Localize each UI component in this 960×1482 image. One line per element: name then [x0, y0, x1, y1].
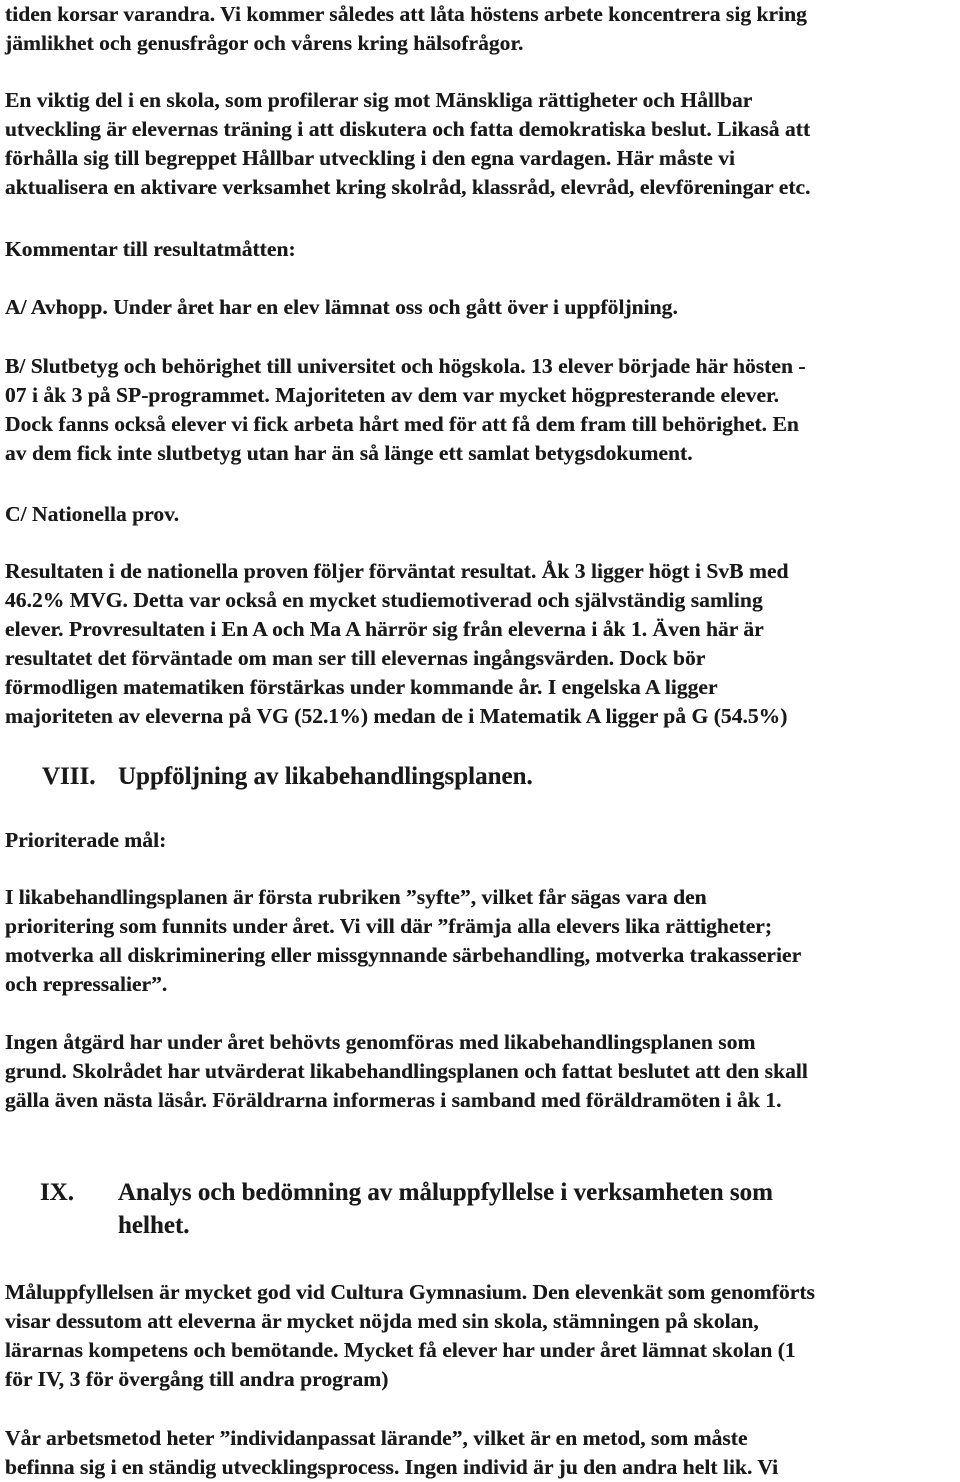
text-line: resultatet det förväntade om man ser till elevernas ingångsvärden. Dock bör	[5, 646, 706, 670]
paragraph-work-method	[5, 1424, 778, 1482]
text-line: Dock fanns också elever vi fick arbeta hårt med för att få dem fram till behörighet. En	[5, 412, 799, 436]
text-line: A/ Avhopp. Under året har en elev lämnat oss och gått över i uppföljning.	[5, 295, 678, 319]
text-line: för IV, 3 för övergång till andra program)	[5, 1367, 389, 1391]
text-line: lärarnas kompetens och bemötande. Mycket få elever har under året lämnat skolan (1	[5, 1338, 796, 1362]
paragraph-c-national-tests	[5, 500, 179, 529]
paragraph-test-results	[5, 557, 789, 731]
comment-heading	[5, 235, 296, 264]
text-line: 07 i åk 3 på SP-programmet. Majoriteten av dem var mycket högpresterande elever.	[5, 383, 780, 407]
text-line: grund. Skolrådet har utvärderat likabehandlingsplanen och fattat beslutet att den skall	[5, 1059, 808, 1083]
text-line: jämlikhet och genusfrågor och vårens kring hälsofrågor.	[5, 31, 524, 55]
paragraph-no-action	[5, 1028, 808, 1115]
paragraph-b-final-grades	[5, 352, 806, 468]
paragraph-democratic-training	[5, 86, 811, 202]
text-line: utveckling är elevernas träning i att diskutera och fatta demokratiska beslut. Likaså att	[5, 117, 811, 141]
section-number: IX.	[40, 1179, 75, 1206]
section-number: VIII.	[42, 763, 96, 790]
paragraph-equal-treatment-plan	[5, 883, 801, 999]
priority-heading-text: Prioriterade mål:	[5, 828, 167, 852]
text-line: I likabehandlingsplanen är första rubriken ”syfte”, vilket får sägas vara den	[5, 885, 707, 909]
text-line: befinna sig i en ständig utvecklingsprocess. Ingen individ är ju den andra helt lik. Vi	[5, 1455, 779, 1479]
priority-heading	[5, 826, 166, 855]
text-line: elever. Provresultaten i En A och Ma A härrör sig från eleverna i åk 1. Även här är	[5, 617, 764, 641]
text-line: av dem fick inte slutbetyg utan har än så länge ett samlat betygsdokument.	[5, 441, 693, 465]
text-line: förmodligen matematiken förstärkas under kommande år. I engelska A ligger	[5, 675, 718, 699]
text-line: 46.2% MVG. Detta var också en mycket studiemotiverad och självständig samling	[5, 588, 763, 612]
text-line: C/ Nationella prov.	[5, 502, 180, 526]
paragraph-intro-continuation	[5, 0, 807, 58]
paragraph-a-dropouts	[5, 293, 678, 322]
text-line: Resultaten i de nationella proven följer förväntat resultat. Åk 3 ligger högt i SvB med	[5, 559, 789, 583]
text-line: gälla även nästa läsår. Föräldrarna informeras i samband med föräldramöten i åk 1.	[5, 1088, 782, 1112]
text-line: aktualisera en aktivare verksamhet kring skolråd, klassråd, elevråd, elevföreningar etc.	[5, 175, 811, 199]
section-title: Uppföljning av likabehandlingsplanen.	[118, 763, 533, 790]
text-line: Ingen åtgärd har under året behövts genomföras med likabehandlingsplanen som	[5, 1030, 756, 1054]
text-line: förhålla sig till begreppet Hållbar utveckling i den egna vardagen. Här måste vi	[5, 146, 735, 170]
section-title-continued: helhet.	[118, 1212, 190, 1239]
text-line: B/ Slutbetyg och behörighet till universitet och högskola. 13 elever började här hösten -	[5, 354, 806, 378]
text-line: majoriteten av eleverna på VG (52.1%) medan de i Matematik A ligger på G (54.5%)	[5, 704, 788, 728]
section-heading-viii	[5, 761, 955, 793]
comment-heading-text: Kommentar till resultatmåtten:	[5, 237, 296, 261]
text-line: Vår arbetsmetod heter ”individanpassat lärande”, vilket är en metod, som måste	[5, 1426, 748, 1450]
text-line: visar dessutom att eleverna är mycket nöjda med sin skola, stämningen på skolan,	[5, 1309, 759, 1333]
text-line: En viktig del i en skola, som profilerar sig mot Mänskliga rättigheter och Hållbar	[5, 88, 753, 112]
text-line: motverka all diskriminering eller missgynnande särbehandling, motverka trakasserier	[5, 943, 802, 967]
section-title: Analys och bedömning av måluppfyllelse i verksamheten som	[118, 1179, 773, 1206]
section-heading-ix	[5, 1177, 955, 1247]
paragraph-goal-fulfilment	[5, 1278, 815, 1394]
text-line: prioritering som funnits under året. Vi vill där ”främja alla elevers lika rättigheter;	[5, 914, 773, 938]
text-line: och repressalier”.	[5, 972, 168, 996]
text-line: Måluppfyllelsen är mycket god vid Cultura Gymnasium. Den elevenkät som genomförts	[5, 1280, 815, 1304]
text-line: tiden korsar varandra. Vi kommer således att låta höstens arbete koncentrera sig kring	[5, 2, 807, 26]
